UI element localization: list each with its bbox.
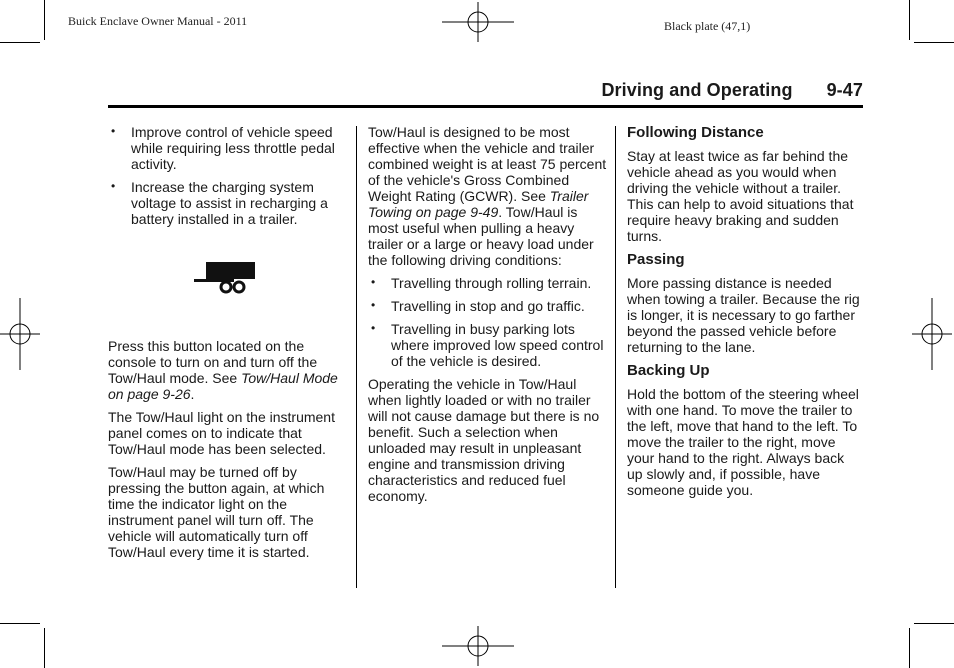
paragraph: Tow/Haul may be turned off by pressing the button again, at which time the indicator light on the instrument panel will turn off. The vehicle will automatically turn off Tow/Haul every time it is started. xyxy=(108,464,325,560)
section-heading: Following Distance xyxy=(627,124,764,141)
running-head xyxy=(108,80,863,108)
list-item: • Improve control of vehicle speed while requiring less throttle pedal activity. xyxy=(111,124,335,172)
plate-label: Black plate (47,1) xyxy=(664,19,751,33)
column-3 xyxy=(627,124,863,505)
manual-name: Buick Enclave Owner Manual - 2011 xyxy=(68,14,248,28)
paragraph: The Tow/Haul light on the instrument panel comes on to indicate that Tow/Haul mode has been selected. xyxy=(108,409,335,457)
column-rule-2 xyxy=(615,126,616,588)
list-item: • Increase the charging system voltage to assist in recharging a battery installed in a trailer. xyxy=(111,179,328,227)
section-heading: Passing xyxy=(627,251,685,268)
paragraph: Press this button located on the console to turn on and turn off the Tow/Haul mode. See Tow/Haul Mode on page 9-26. xyxy=(108,338,338,402)
section-title: Driving and Operating xyxy=(601,80,793,100)
registration-mark-left xyxy=(0,296,40,372)
icon-area xyxy=(108,234,348,338)
section-heading: Backing Up xyxy=(627,362,710,379)
column-2 xyxy=(368,124,608,511)
bullet-list xyxy=(108,124,348,227)
registration-mark-top xyxy=(440,2,516,42)
registration-mark-bottom xyxy=(440,626,516,666)
paragraph: Tow/Haul is designed to be most effective when the vehicle and trailer combined weight is at least 75 percent of the vehicle's Gross Combined Weight Rating (GCWR). See Trailer Towing on page 9-49. Tow/Haul is most useful when pulling a heavy trailer or a large or heavy load under the following driving conditions: xyxy=(368,124,607,268)
cross-reference: Tow/Haul Mode on page 9-26 xyxy=(108,370,338,402)
paragraph: Stay at least twice as far behind the vehicle ahead as you would when driving the vehicle without a trailer. This can help to avoid situations that require heavy braking and sudden turns. xyxy=(627,148,854,244)
list-item: • Travelling in stop and go traffic. xyxy=(371,298,585,314)
list-item: • Travelling through rolling terrain. xyxy=(371,275,592,291)
paragraph: Hold the bottom of the steering wheel with one hand. To move the trailer to the left, move that hand to the left. To move the trailer to the right, move your hand to the right. Always back up slowly and, if possible, have someone guide you. xyxy=(627,386,859,498)
page-number: 9-47 xyxy=(826,80,863,100)
column-1 xyxy=(108,124,348,567)
trailer-icon xyxy=(194,260,258,296)
registration-mark-right xyxy=(912,296,952,372)
bullet-list xyxy=(368,275,608,369)
paragraph: Operating the vehicle in Tow/Haul when lightly loaded or with no trailer will not cause damage but there is no benefit. Such a selection when unloaded may result in unpleasant engine and transmission driving characteristics and reduced fuel economy. xyxy=(368,376,600,504)
column-rule-1 xyxy=(356,126,357,588)
cross-reference: Trailer Towing on page 9-49 xyxy=(368,188,589,220)
list-item: • Travelling in busy parking lots where improved low speed control of the vehicle is desired. xyxy=(371,321,604,369)
paragraph: More passing distance is needed when towing a trailer. Because the rig is longer, it is necessary to go farther beyond the passed vehicle before returning to the lane. xyxy=(627,275,860,355)
